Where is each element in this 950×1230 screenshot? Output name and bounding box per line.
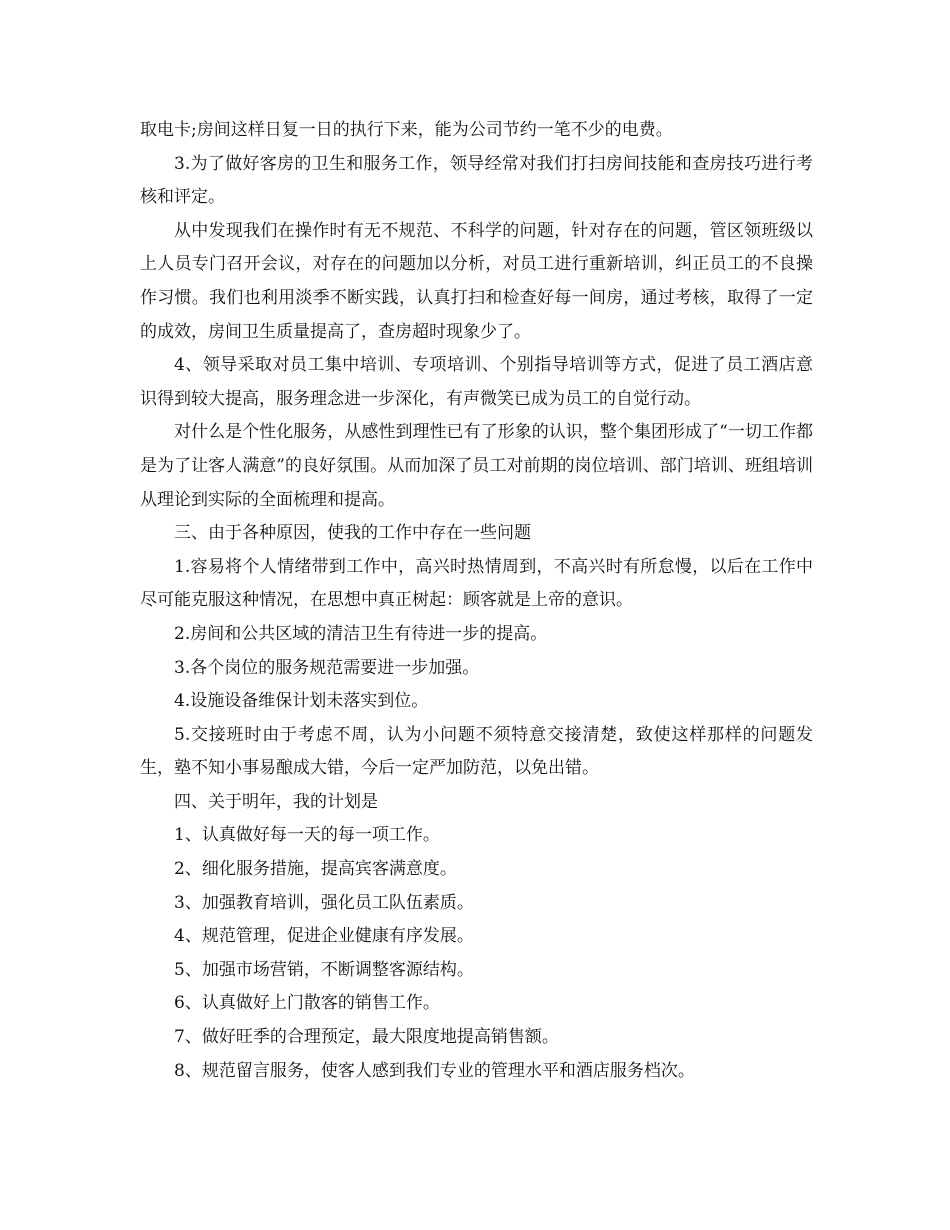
section-heading-problems: 三、由于各种原因，使我的工作中存在一些问题 (174, 523, 531, 544)
problem-item-4: 4.设施设备维保计划未落实到位。 (174, 691, 429, 712)
plan-item-8: 8、规范留言服务，使客人感到我们专业的管理水平和酒店服务档次。 (174, 1060, 695, 1081)
plan-item-5: 5、加强市场营销，不断调整客源结构。 (174, 959, 474, 980)
problem-item-5: 5.交接班时由于考虑不周，认为小问题不须特意交接清楚，致使这样那样的问题发生，塾不知小事易酿成大错，今后一定严加防范，以免出错。 (140, 724, 813, 779)
plan-item-4: 4、规范管理，促进企业健康有序发展。 (174, 926, 474, 947)
problem-item-1: 1.容易将个人情绪带到工作中，高兴时热情周到，不高兴时有所怠慢，以后在工作中尽可能克服这种情况，在思想中真正树起：顾客就是上帝的意识。 (140, 556, 813, 611)
problem-item-3: 3.各个岗位的服务规范需要进一步加强。 (174, 657, 480, 678)
problem-item-2: 2.房间和公共区域的清洁卫生有待进一步的提高。 (174, 623, 548, 644)
plan-item-2: 2、细化服务措施，提高宾客满意度。 (174, 859, 457, 880)
paragraph-findings-retraining: 从中发现我们在操作时有无不规范、不科学的问题，针对存在的问题，管区领班级以上人员专门召开会议，对存在的问题加以分析，对员工进行重新培训，纠正员工的不良操作习惯。我们也利用淡季不断实践，认真打扫和检查好每一间房，通过考核，取得了一定的成效，房间卫生质量提高了，查房超时现象少了。 (140, 220, 813, 342)
paragraph-personalized-service: 对什么是个性化服务，从感性到理性已有了形象的认识，整个集团形成了“一切工作都是为了让客人满意”的良好氛围。从而加深了员工对前期的岗位培训、部门培训、班组培训从理论到实际的全面梳理和提高。 (140, 422, 813, 510)
paragraph-continuation: 取电卡;房间这样日复一日的执行下来，能为公司节约一笔不少的电费。 (140, 120, 673, 140)
document-body (140, 114, 813, 1088)
plan-item-6: 6、认真做好上门散客的销售工作。 (174, 993, 440, 1014)
paragraph-item-4-training-methods: 4、领导采取对员工集中培训、专项培训、个别指导培训等方式，促进了员工酒店意识得到较大提高，服务理念进一步深化，有声微笑已成为员工的自觉行动。 (140, 355, 813, 409)
paragraph-item-3-hygiene-assessment: 3.为了做好客房的卫生和服务工作，领导经常对我们打扫房间技能和查房技巧进行考核和评定。 (140, 153, 813, 208)
plan-item-3: 3、加强教育培训，强化员工队伍素质。 (174, 892, 474, 913)
plan-item-1: 1、认真做好每一天的每一项工作。 (174, 825, 440, 846)
plan-item-7: 7、做好旺季的合理预定，最大限度地提高销售额。 (174, 1027, 559, 1048)
section-heading-plan: 四、关于明年，我的计划是 (174, 791, 378, 812)
